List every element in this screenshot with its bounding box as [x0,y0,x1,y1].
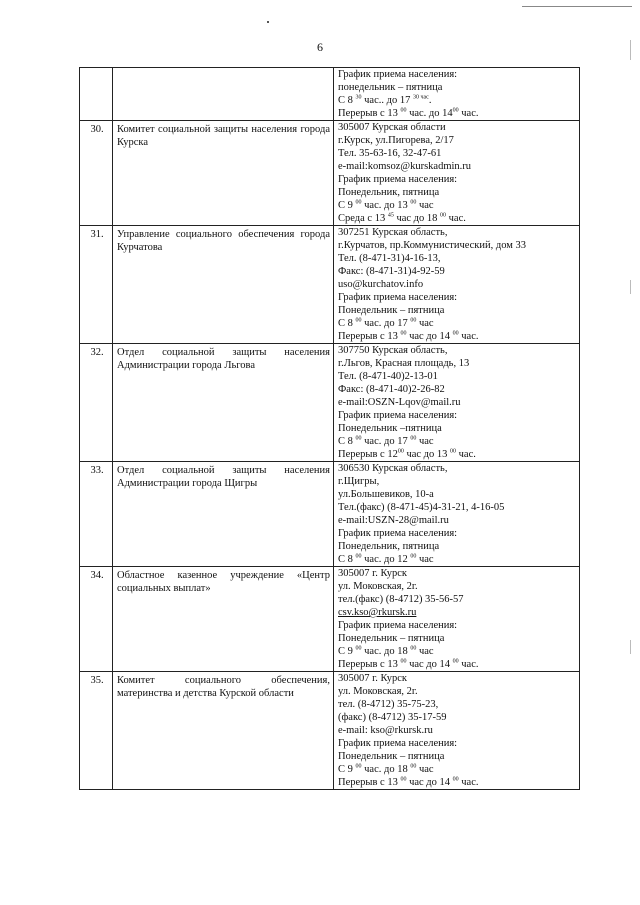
table-row [80,121,580,226]
contact-line: Перерыв с $12^{00}$ час до 13 $^{00}$ час. [338,448,476,460]
time-minutes-superscript: 00 [400,658,407,665]
contact-line: Понедельник – пятница [338,633,445,644]
row-number: 32. [80,344,113,462]
contact-info [334,344,580,462]
contact-line: График приема населения: [338,292,458,303]
table-row [80,672,580,790]
row-number: 30. [80,121,113,226]
organization-name: Комитет социального обеспечения, материнства и детства Курской области [113,672,334,790]
contact-line: С 9 $^{00}$ час. до 18 $^{00}$ час [338,763,434,775]
time-minutes-superscript: 00 [410,435,417,442]
contact-line: График приема населения: [338,528,458,539]
contact-line: г.Льгов, Красная площадь, 13 [338,358,470,369]
time-minutes-superscript: 00 [440,212,447,219]
time-minutes-superscript: 00 [452,107,459,114]
contact-line: 305007 г. Курск [338,568,407,579]
contact-line: e-mail:komsoz@kurskadmin.ru [338,161,472,172]
contact-line: С 9 $^{00}$ час. до 18 $^{00}$ час [338,645,434,657]
scan-dot [267,21,269,23]
contact-line: г.Курск, ул.Пигорева, 2/17 [338,135,454,146]
table-row [80,462,580,567]
time-minutes-superscript: 00 [410,645,417,652]
margin-tick [630,640,631,654]
contact-line: График приема населения: [338,620,458,631]
time-minutes-superscript: 00 [410,199,417,206]
contact-line: График приема населения: [338,738,458,749]
time-minutes-superscript: 00 [410,317,417,324]
time-minutes-superscript: 00 [450,448,457,455]
contact-line: Факс: (8-471-31)4-92-59 [338,266,445,277]
row-number: 33. [80,462,113,567]
time-minutes-superscript: 00 [355,317,362,324]
time-minutes-superscript: 00 [400,330,407,337]
time-minutes-superscript: 00 [452,330,459,337]
contact-line: Тел. (8-471-40)2-13-01 [338,371,438,382]
contact-info [334,672,580,790]
time-minutes-superscript: 00 [410,553,417,560]
time-minutes-superscript: 30 час [412,94,429,101]
contact-line: Понедельник – пятница [338,305,445,316]
email-link[interactable]: csv.kso@rkursk.ru [338,607,417,618]
contact-line: Тел. (8-471-31)4-16-13, [338,253,441,264]
table-row [80,344,580,462]
contact-line: Перерыв с 13 $^{00}$ час до 14 $^{00}$ час. [338,658,479,670]
row-number: 35. [80,672,113,790]
time-minutes-superscript: 00 [355,199,362,206]
table-row [80,68,580,121]
time-minutes-superscript: 00 [400,107,407,114]
contact-line: ул. Моковская, 2г. [338,581,418,592]
contact-line: Перерыв с 13 $^{00}$ час до 14 $^{00}$ час. [338,776,479,788]
contact-line: Понедельник –пятница [338,423,442,434]
page-number: 6 [317,40,323,54]
time-minutes-superscript: 00 [410,763,417,770]
contact-line: График приема населения: [338,69,458,80]
contact-line: uso@kurchatov.info [338,279,424,290]
organization-name [113,68,334,121]
time-minutes-superscript: 30 [355,94,362,101]
time-minutes-superscript: 00 [452,658,459,665]
contact-info [334,121,580,226]
row-number [80,68,113,121]
contact-info [334,226,580,344]
row-number: 31. [80,226,113,344]
contact-info [334,567,580,672]
organization-name: Отдел социальной защиты населения Администрации города Щигры [113,462,334,567]
contact-line: С 9 $^{00}$ час. до 13 $^{00}$ час [338,199,434,211]
contact-line: ул.Большевиков, 10-а [338,489,434,500]
contact-line [338,606,577,619]
contact-line: (факс) (8-4712) 35-17-59 [338,712,447,723]
contact-line: Среда с 13 $^{45}$ час до 18 $^{00}$ час. [338,212,466,224]
contact-line: С 8 $^{00}$ час. до 17 $^{00}$ час [338,317,434,329]
contact-info [334,68,580,121]
contact-line: С 8 $^{30}$ час.. до 17 $^{30 час}$. [338,94,432,106]
contact-line: Перерыв с 13 $^{00}$ час. до $14^{00}$ час. [338,107,479,119]
contact-line: Понедельник, пятница [338,541,440,552]
contact-line: График приема населения: [338,174,458,185]
contact-line: понедельник – пятница [338,82,443,93]
time-minutes-superscript: 00 [355,763,362,770]
time-minutes-superscript: 00 [397,448,404,455]
contact-line: г.Курчатов, пр.Коммунистический, дом 33 [338,240,527,251]
contact-line: 307750 Курская область, [338,345,448,356]
contact-line: e-mail:USZN-28@mail.ru [338,515,449,526]
margin-tick [630,280,631,294]
contact-line: e-mail:OSZN-Lqov@mail.ru [338,397,461,408]
contact-line: тел. (8-4712) 35-75-23, [338,699,439,710]
contact-line: ул. Моковская, 2г. [338,686,418,697]
time-minutes-superscript: 00 [355,553,362,560]
contacts-table-body [80,68,580,790]
contact-line: Тел.(факс) (8-471-45)4-31-21, 4-16-05 [338,502,505,513]
contact-line: 305007 Курская области [338,122,446,133]
contact-line: Перерыв с 13 $^{00}$ час до 14 $^{00}$ час. [338,330,479,342]
contact-line: тел.(факс) (8-4712) 35-56-57 [338,594,464,605]
contact-line: Факс: (8-471-40)2-26-82 [338,384,445,395]
contact-line: Понедельник – пятница [338,751,445,762]
contact-line: С 8 $^{00}$ час. до 12 $^{00}$ час [338,553,434,565]
time-minutes-superscript: 00 [355,435,362,442]
time-minutes-superscript: 00 [355,645,362,652]
organization-name: Управление социального обеспечения города Курчатова [113,226,334,344]
table-row [80,226,580,344]
contact-line: 307251 Курская область, [338,227,448,238]
contact-line: С 8 $^{00}$ час. до 17 $^{00}$ час [338,435,434,447]
table-row [80,567,580,672]
organization-name: Областное казенное учреждение «Центр социальных выплат» [113,567,334,672]
time-minutes-superscript: 45 [387,212,394,219]
contact-line: Тел. 35-63-16, 32-47-61 [338,148,442,159]
contact-line: График приема населения: [338,410,458,421]
contact-line: Понедельник, пятница [338,187,440,198]
row-number: 34. [80,567,113,672]
time-minutes-superscript: 00 [400,776,407,783]
contact-line: г.Щигры, [338,476,380,487]
contact-info [334,462,580,567]
time-minutes-superscript: 00 [452,776,459,783]
organization-name: Комитет социальной защиты населения города Курска [113,121,334,226]
contact-line: 306530 Курская область, [338,463,448,474]
contacts-table [79,67,580,790]
organization-name: Отдел социальной защиты населения Администрации города Льгова [113,344,334,462]
top-edge-line [522,6,632,7]
contact-line: 305007 г. Курск [338,673,407,684]
contact-line: e-mail: kso@rkursk.ru [338,725,433,736]
